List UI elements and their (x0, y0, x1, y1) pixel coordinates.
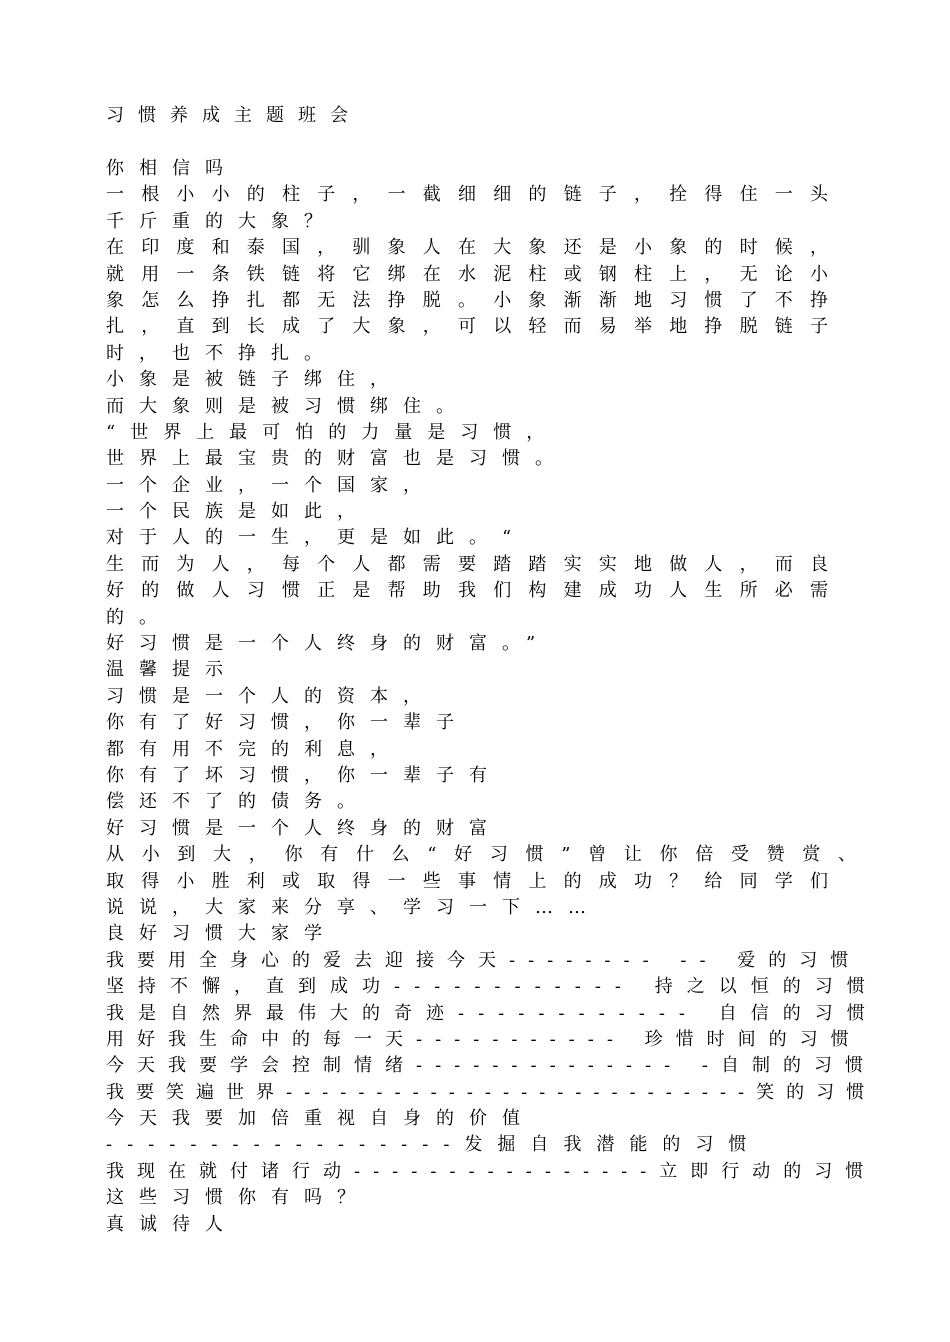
text-line: 说说，大家来分享、学习一下…… (106, 896, 601, 918)
text-line: 取得小胜利或取得一些事情上的成功？给同学们 (106, 870, 828, 892)
text-line: 你相信吗 (106, 158, 238, 179)
text-line: 习惯是一个人的资本， (106, 685, 436, 707)
text-line: 这些习惯你有吗？ (106, 1187, 370, 1209)
text-line: 好的做人习惯正是帮助我们构建成功人生所必需 (106, 580, 828, 602)
text-line: 的。 (106, 606, 172, 628)
text-line: 你有了好习惯，你一辈子 (106, 712, 469, 734)
text-line: 我要用全身心的爱去迎接今天-------- -- 爱的习惯 (106, 949, 862, 971)
text-line: -----------------发掘自我潜能的习惯 (106, 1134, 762, 1156)
text-line: 扎，直到长成了大象，可以轻而易举地挣脱链子 (106, 316, 828, 338)
text-line: 在印度和泰国，驯象人在大象还是小象的时候， (106, 237, 828, 259)
text-line: 都有用不完的利息， (106, 738, 403, 760)
text-line: 生而为人，每个人都需要踏踏实实地做人，而良 (106, 553, 828, 575)
text-line: 好习惯是一个人终身的财富。” (106, 633, 551, 655)
text-line: 真诚待人 (106, 1213, 238, 1235)
text-line: 一个民族是如此， (106, 501, 370, 523)
text-line: 一根小小的柱子，一截细细的链子，拴得住一头 (106, 184, 828, 206)
text-line: 偿还不了的债务。 (106, 791, 370, 813)
text-line: 小象是被链子绑住， (106, 369, 403, 391)
text-line: 温馨提示 (106, 659, 238, 681)
text-line: 我现在就付诸行动----------------立即行动的习惯 (106, 1160, 877, 1182)
text-line: 千斤重的大象？ (106, 210, 337, 232)
text-line: 今天我要加倍重视自身的价值 (106, 1108, 535, 1130)
text-line: 世界上最宝贵的财富也是习惯。 (106, 448, 568, 470)
text-line: 象怎么挣扎都无法挣脱。小象渐渐地习惯了不挣 (106, 289, 828, 311)
text-line: 从小到大，你有什么“好习惯”曾让你倍受赞赏、 (106, 844, 856, 866)
text-line: 对于人的一生，更是如此。“ (106, 527, 527, 549)
text-line: 时，也不挣扎。 (106, 342, 337, 364)
text-line: 良好习惯大家学 (106, 923, 337, 945)
text-line: 一个企业，一个国家， (106, 474, 436, 496)
text-line: 好习惯是一个人终身的财富 (106, 817, 502, 839)
text-line: 用好我生命中的每一天----------- 珍惜时间的习惯 (106, 1028, 862, 1050)
document-title: 习惯养成主题班会 (106, 105, 362, 126)
document-body (106, 156, 879, 1238)
text-line: 我要笑遍世界--------------------------笑的习惯 (106, 1081, 877, 1103)
text-line: 坚持不懈，直到成功------------ 持之以恒的习惯 (106, 976, 879, 998)
text-line: 我是自然界最伟大的奇迹------------ 自信的习惯 (106, 1002, 879, 1024)
text-line: 就用一条铁链将它绑在水泥柱或钢柱上，无论小 (106, 263, 828, 285)
text-line: 今天我要学会控制情绪-------------- -自制的习惯 (106, 1055, 876, 1077)
text-line: 而大象则是被习惯绑住。 (106, 395, 469, 417)
text-line: “世界上最可怕的力量是习惯， (106, 421, 560, 443)
text-line: 你有了坏习惯，你一辈子有 (106, 764, 502, 786)
